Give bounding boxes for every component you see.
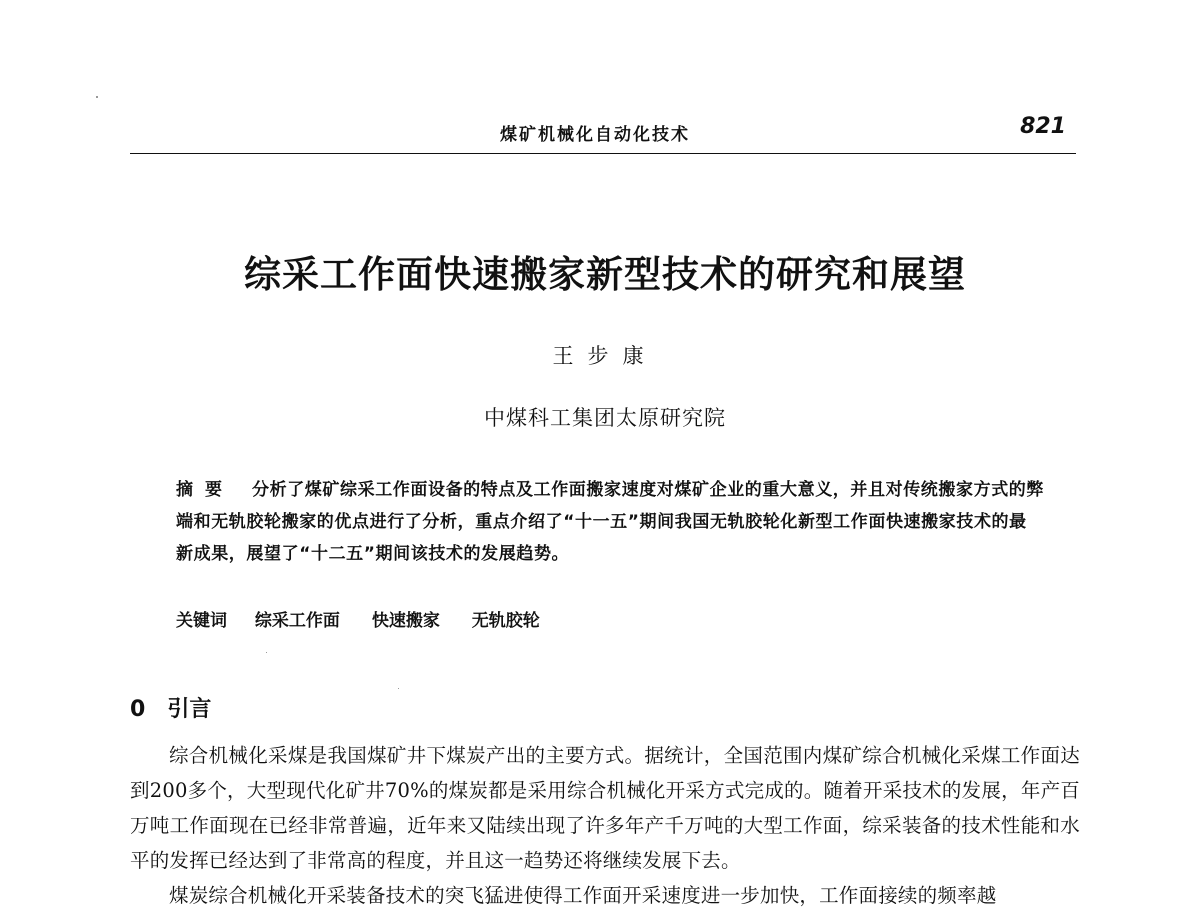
body-text	[130, 738, 1080, 913]
author-affiliation: 中煤科工集团太原研究院	[484, 406, 726, 430]
body-paragraph: 煤炭综合机械化开采装备技术的突飞猛进使得工作面开采速度进一步加快，工作面接续的频率越	[169, 884, 997, 907]
keyword-item: 快速搬家	[371, 611, 440, 631]
abstract	[176, 474, 1044, 570]
keywords	[176, 606, 566, 631]
scan-speck	[398, 688, 399, 689]
page-number: 821	[1020, 114, 1066, 139]
abstract-label: 摘要	[176, 480, 234, 500]
article-title: 综采工作面快速搬家新型技术的研究和展望	[244, 253, 966, 296]
body-paragraph: 综合机械化采煤是我国煤矿井下煤炭产出的主要方式。据统计，全国范围内煤矿综合机械化采煤工作面达到200多个，大型现代化矿井70%的煤炭都是采用综合机械化开采方式完成的。随着开采技术的发展，年产百万吨工作面现在已经非常普遍，近年来又陆续出现了许多年产千万吨的大型工作面，综采装备的技术性能和水平的发挥已经达到了非常高的程度，并且这一趋势还将继续发展下去。	[130, 744, 1080, 872]
section-number: 0	[130, 697, 146, 722]
section-heading	[130, 692, 211, 723]
section-title: 引言	[167, 697, 212, 722]
author-name: 王步康	[552, 344, 658, 368]
scan-speck	[266, 652, 267, 653]
abstract-text: 分析了煤矿综采工作面设备的特点及工作面搬家速度对煤矿企业的重大意义，并且对传统搬家方式的弊端和无轨胶轮搬家的优点进行了分析，重点介绍了“十一五”期间我国无轨胶轮化新型工作面快速搬家技术的最新成果，展望了“十二五”期间该技术的发展趋势。	[176, 480, 1044, 564]
running-title: 煤矿机械化自动化技术	[500, 125, 690, 145]
keywords-label: 关键词	[176, 611, 227, 631]
keyword-item: 综采工作面	[254, 611, 340, 631]
keyword-item: 无轨胶轮	[471, 611, 540, 631]
scan-speck	[96, 96, 98, 98]
header-rule	[130, 153, 1076, 154]
